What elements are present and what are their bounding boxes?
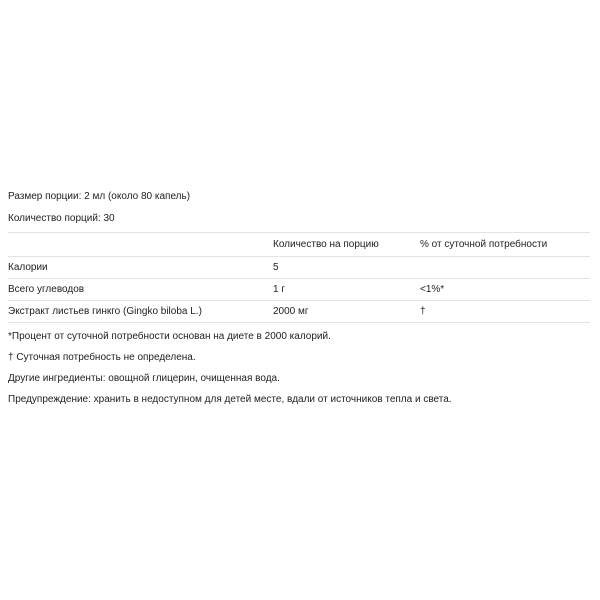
row-amount: 2000 мг bbox=[273, 306, 309, 317]
table-header-row bbox=[8, 232, 590, 257]
table-row bbox=[8, 301, 590, 323]
table-row bbox=[8, 279, 590, 301]
row-amount: 1 г bbox=[273, 284, 285, 295]
supplement-facts-table bbox=[8, 232, 590, 323]
daily-value-footnote: *Процент от суточной потребности основан на диете в 2000 калорий. bbox=[8, 331, 331, 342]
servings-count: Количество порций: 30 bbox=[8, 213, 115, 224]
row-name: Всего углеводов bbox=[8, 284, 85, 295]
header-daily-value: % от суточной потребности bbox=[420, 239, 548, 250]
header-amount-per-serving: Количество на порцию bbox=[273, 239, 379, 250]
warning-text: Предупреждение: хранить в недоступном для детей месте, вдали от источников тепла и света. bbox=[8, 394, 452, 405]
row-name: Экстракт листьев гинкго (Gingko biloba L.) bbox=[8, 306, 202, 317]
row-dv: † bbox=[420, 306, 426, 317]
row-dv: <1%* bbox=[420, 284, 445, 295]
row-amount: 5 bbox=[273, 262, 279, 273]
not-established-footnote: † Суточная потребность не определена. bbox=[8, 352, 196, 363]
table-row bbox=[8, 257, 590, 279]
row-name: Калории bbox=[8, 262, 48, 273]
serving-size: Размер порции: 2 мл (около 80 капель) bbox=[8, 191, 191, 202]
other-ingredients: Другие ингредиенты: овощной глицерин, очищенная вода. bbox=[8, 373, 280, 384]
